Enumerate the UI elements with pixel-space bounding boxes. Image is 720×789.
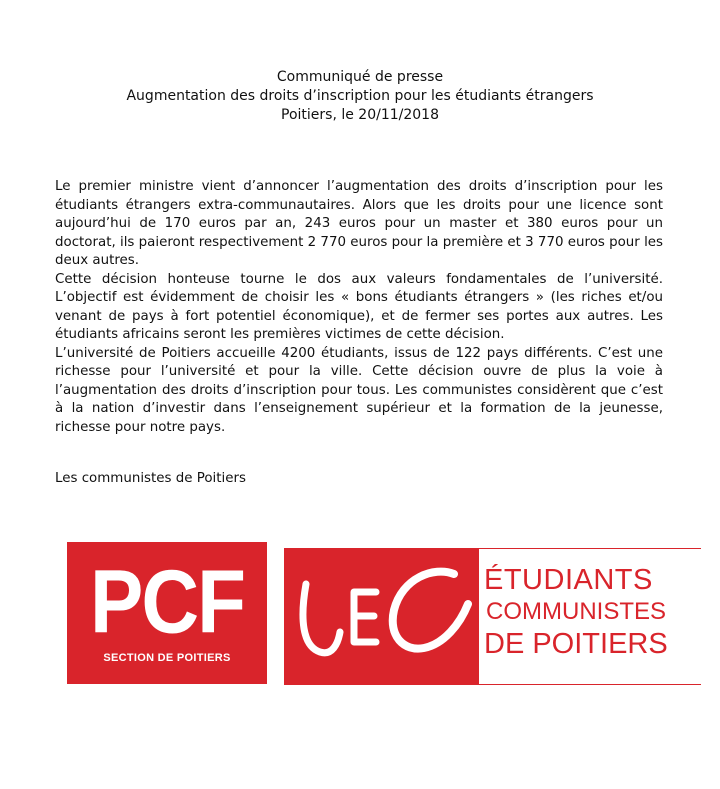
logo-rule-bottom [479,684,701,685]
paragraph-3: L’université de Poitiers accueille 4200 étudiants, issus de 122 pays différents. C’est une richesse pour l’université et pour la ville. Cette décision ouvre de plus la voie à l’augmentation des droits d’inscription pour tous. Les communistes considèrent que c’est à la nation d’investir dans l’enseignement supérieur et la formation de la jeunesse, richesse pour notre pays. [55,345,663,435]
uec-logo-mark-icon [284,548,479,685]
logo-rule-top [479,548,701,549]
place-date: Poitiers, le 20/11/2018 [281,107,439,123]
press-release-header [0,68,720,125]
paragraph-2: Cette décision honteuse tourne le dos aux valeurs fondamentales de l’université. L’objectif est évidemment de choisir les « bons étudiants étrangers » (les riches et/ou venant de pays à fort potentiel économique), et de fermer ses portes aux autres. Les étudiants africains seront les premières victimes de cette décision. [55,271,663,342]
uec-wordmark [484,564,684,661]
pcf-logo [67,542,267,684]
uec-wordmark-line-2: COMMUNISTES [486,598,666,625]
pcf-logo-letters: PCF [90,551,244,652]
uec-wordmark-line-3: DE POITIERS [484,628,668,660]
pcf-section-label: SECTION DE POITIERS [103,652,231,664]
signature: Les communistes de Poitiers [55,471,246,486]
paragraph-1: Le premier ministre vient d’annoncer l’augmentation des droits d’inscription pour les étudiants étrangers extra-communautaires. Alors que les droits pour une licence sont aujourd’hui de 170 euros par an, 243 euros pour un master et 380 euros pour un doctorat, ils paieront respectivement 2 770 euros pour la première et 3 770 euros pour les deux autres. [55,179,663,268]
document-subtitle: Augmentation des droits d’inscription pour les étudiants étrangers [126,88,594,104]
uec-wordmark-line-1: ÉTUDIANTS [484,564,653,596]
press-release-body [55,178,663,437]
document-title: Communiqué de presse [276,69,444,85]
uec-logo [284,548,479,685]
